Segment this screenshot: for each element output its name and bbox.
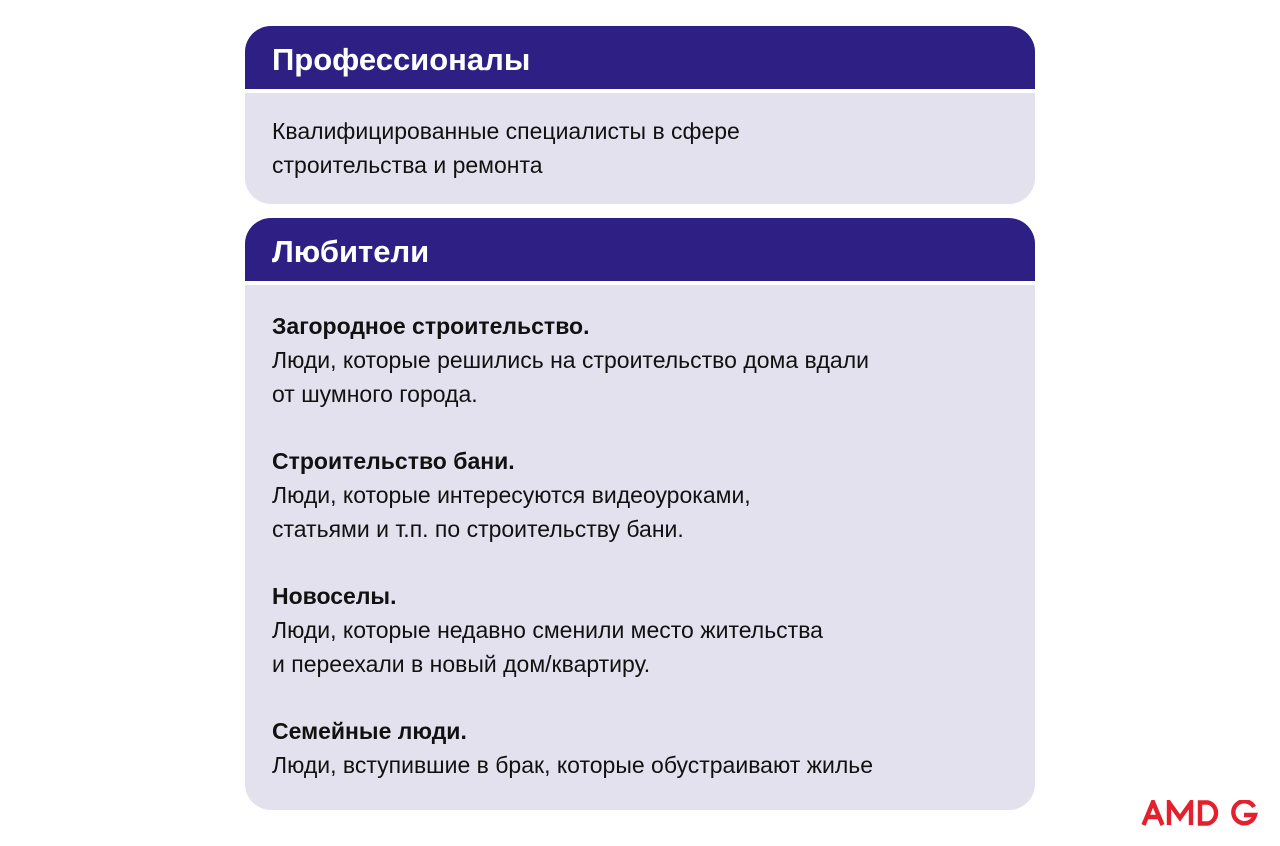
professionals-description-line: Квалифицированные специалисты в сфере	[272, 118, 740, 144]
amdg-logo-mark	[1144, 801, 1256, 825]
professionals-description-line: строительства и ремонта	[272, 152, 543, 178]
amateurs-segments	[245, 285, 1035, 782]
logo-letter-d	[1200, 803, 1216, 824]
logo-letter-m	[1169, 803, 1191, 826]
segment-description-line: Люди, которые недавно сменили место жительства	[272, 617, 823, 643]
segment-new-settlers	[272, 579, 1008, 681]
logo-letter-g	[1233, 801, 1255, 823]
amateurs-title: Любители	[245, 218, 1035, 285]
amdg-logo	[1141, 800, 1258, 826]
professionals-description	[245, 93, 1035, 182]
segment-description-line: Люди, которые интересуются видеоуроками,	[272, 482, 751, 508]
segment-title: Семейные люди.	[272, 718, 467, 744]
segment-description-line: от шумного города.	[272, 381, 478, 407]
segment-country-construction	[272, 309, 1008, 411]
segment-family-people	[272, 714, 1008, 782]
professionals-title: Профессионалы	[245, 26, 1035, 93]
segment-bathhouse-construction	[272, 444, 1008, 546]
amateurs-card	[245, 218, 1035, 810]
segment-description-line: Люди, вступившие в брак, которые обустраивают жилье	[272, 752, 874, 778]
segment-description-line: статьями и т.п. по строительству бани.	[272, 516, 684, 542]
segment-title: Строительство бани.	[272, 448, 515, 474]
segment-description-line: и переехали в новый дом/квартиру.	[272, 651, 651, 677]
segment-title: Новоселы.	[272, 583, 397, 609]
segment-description-line: Люди, которые решились на строительство дома вдали	[272, 347, 869, 373]
segment-title: Загородное строительство.	[272, 313, 590, 339]
professionals-card	[245, 26, 1035, 204]
logo-letter-a	[1144, 802, 1163, 825]
